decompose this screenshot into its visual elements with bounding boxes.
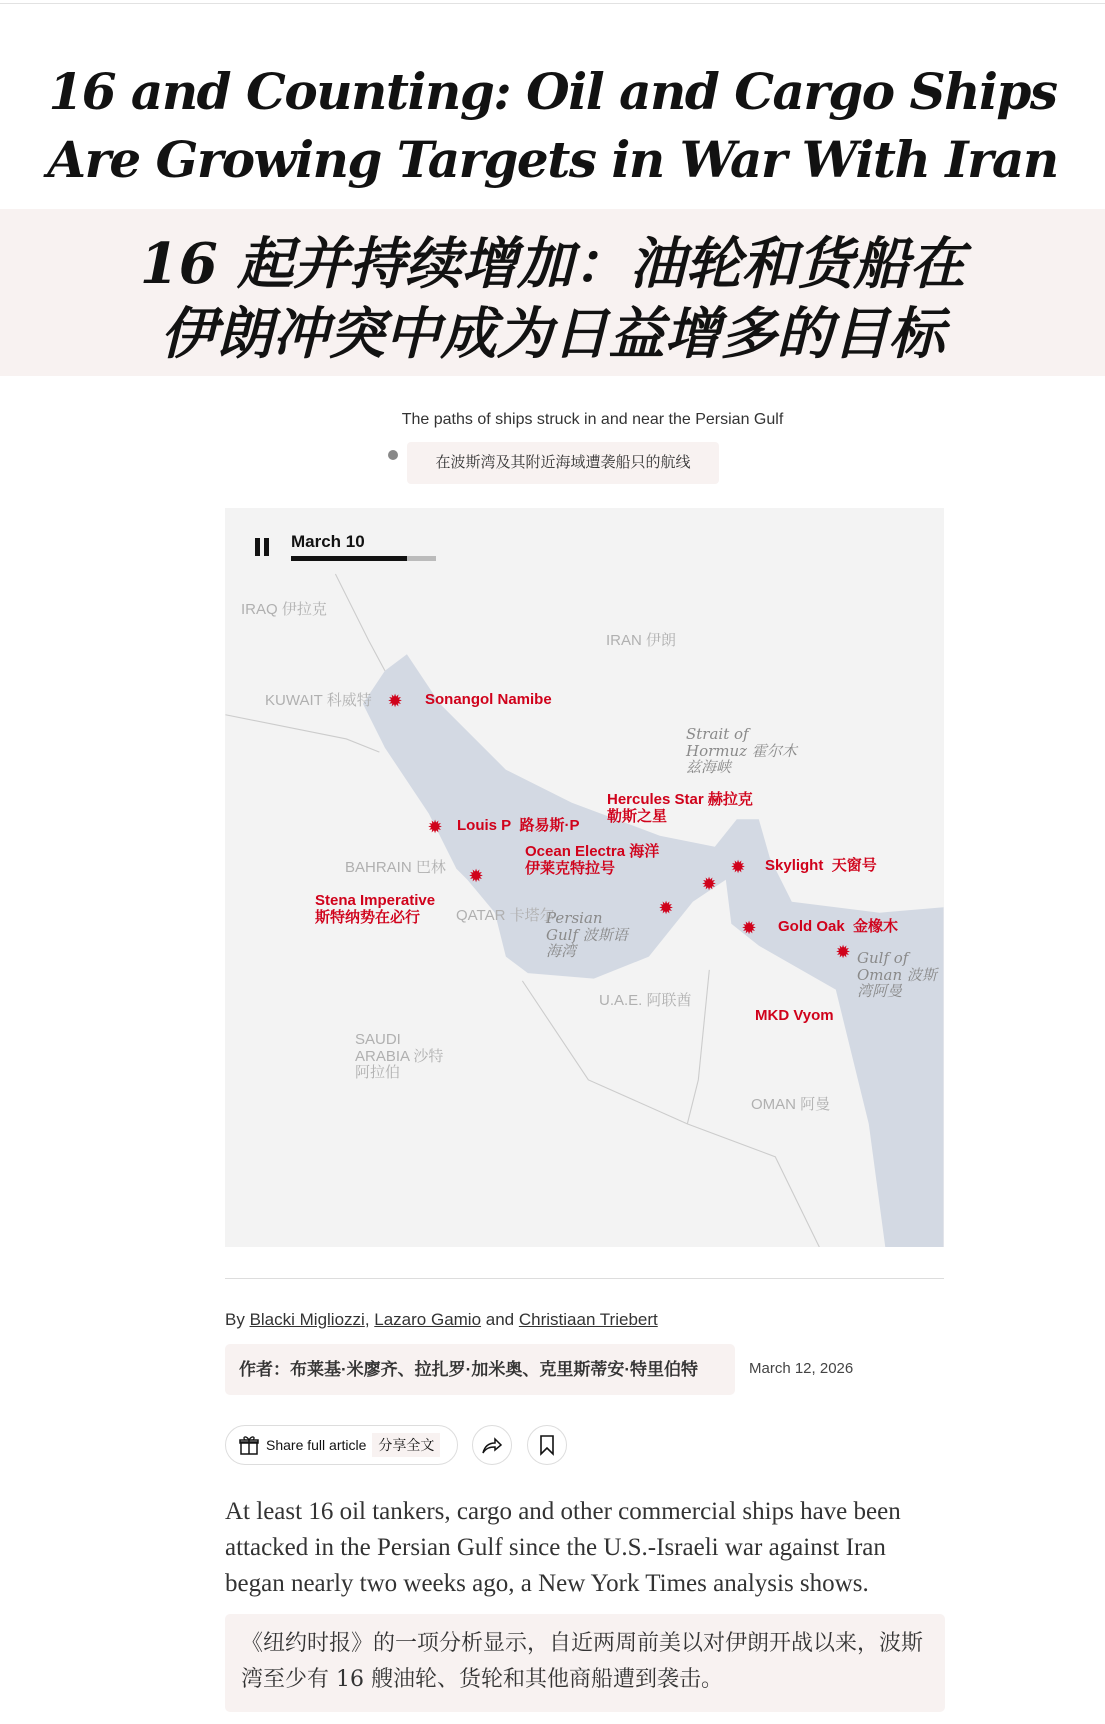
ship-label-stena: Stena Imperative 斯特纳势在必行	[315, 892, 436, 926]
share-button[interactable]	[472, 1425, 512, 1465]
label-bahrain: BAHRAIN 巴林	[345, 859, 446, 876]
label-saudi: SAUDI ARABIA 沙特阿拉伯	[355, 1031, 444, 1081]
strike-marker-icon[interactable]: ✹	[730, 857, 746, 877]
bookmark-icon	[539, 1434, 555, 1456]
publish-date: March 12, 2026	[749, 1360, 854, 1377]
label-gulf-of-oman: Gulf of Oman 波斯湾阿曼	[857, 949, 937, 1000]
share-full-article-button[interactable]	[225, 1425, 458, 1465]
label-iraq: IRAQ 伊拉克	[241, 601, 327, 618]
share-label-zh: 分享全文	[372, 1433, 440, 1457]
headline-en-line1: 16 and Counting: Oil and Cargo Ships	[48, 62, 1057, 121]
author-link[interactable]: Blacki Migliozzi	[249, 1310, 365, 1329]
translation-dot	[388, 450, 398, 460]
timeline-progress[interactable]	[291, 556, 436, 561]
label-uae: U.A.E. 阿联酋	[599, 992, 692, 1009]
map	[225, 508, 944, 1247]
label-kuwait: KUWAIT 科威特	[265, 692, 372, 709]
border-line	[225, 715, 379, 752]
article-paragraph: At least 16 oil tankers, cargo and other commercial ships have been attacked in the Persian Gulf since the U.S.-Israeli war against Iran began nearly two weeks ago, a New York Times analysis shows.	[225, 1498, 901, 1597]
strike-marker-icon[interactable]: ✹	[835, 942, 851, 962]
headline-en-line2: Are Growing Targets in War With Iran	[47, 130, 1058, 189]
label-strait-hormuz: Strait of Hormuz 霍尔木兹海峡	[686, 725, 797, 776]
ship-label-skylight: Skylight 天窗号	[765, 857, 877, 874]
strike-marker-icon[interactable]: ✹	[468, 866, 484, 886]
pause-button[interactable]	[255, 538, 271, 556]
label-iran: IRAN 伊朗	[606, 632, 677, 649]
map-caption: The paths of ships struck in and near the Persian Gulf	[401, 411, 784, 428]
gift-icon	[238, 1434, 260, 1456]
headline-zh-line1: 16 起并持续增加：油轮和货船在	[139, 231, 966, 297]
ship-label-gold-oak: Gold Oak 金橡木	[778, 918, 899, 935]
byline-zh: 作者：布莱基·米廖齐、拉扎罗·加米奥、克里斯蒂安·特里伯特	[225, 1344, 735, 1395]
ship-label-sonangol: Sonangol Namibe	[425, 691, 552, 708]
article-paragraph-zh: 《纽约时报》的一项分析显示，自近两周前美以对伊朗开战以来，波斯湾至少有 16 艘油轮、货轮和其他商船遭到袭击。	[225, 1614, 945, 1712]
timeline-progress-fill	[291, 556, 407, 561]
save-button[interactable]	[527, 1425, 567, 1465]
strike-marker-icon[interactable]: ✹	[427, 817, 443, 837]
label-qatar: QATAR 卡塔尔	[456, 907, 555, 924]
author-link[interactable]: Lazaro Gamio	[374, 1310, 482, 1329]
map-base	[225, 508, 944, 1247]
strike-marker-icon[interactable]: ✹	[741, 918, 757, 938]
divider	[225, 1278, 944, 1279]
ship-label-ocean-electra: Ocean Electra 海洋伊莱克特拉号	[525, 843, 660, 877]
headline-zh-line2: 伊朗冲突中成为日益增多的目标	[160, 301, 945, 367]
author-link[interactable]: Christiaan Triebert	[518, 1310, 658, 1329]
share-label: Share full article	[266, 1437, 367, 1453]
label-oman: OMAN 阿曼	[751, 1096, 831, 1113]
strike-marker-icon[interactable]: ✹	[658, 898, 674, 918]
byline: By Blacki Migliozzi, Lazaro Gamio and Christiaan Triebert	[225, 1310, 658, 1329]
share-arrow-icon	[481, 1435, 503, 1455]
label-persian-gulf: Persian Gulf 波斯语海湾	[546, 909, 628, 960]
top-border	[0, 0, 1105, 4]
ship-label-hercules: Hercules Star 赫拉克勒斯之星	[607, 791, 753, 825]
strike-marker-icon[interactable]: ✹	[701, 874, 717, 894]
ship-label-louis: Louis P 路易斯·P	[457, 817, 580, 834]
border-line	[335, 574, 384, 671]
ship-label-mkd-vyom: MKD Vyom	[755, 1007, 834, 1024]
timeline-date: March 10	[291, 532, 365, 551]
strike-marker-icon[interactable]: ✹	[387, 691, 403, 711]
map-caption-zh: 在波斯湾及其附近海域遭袭船只的航线	[407, 442, 719, 484]
